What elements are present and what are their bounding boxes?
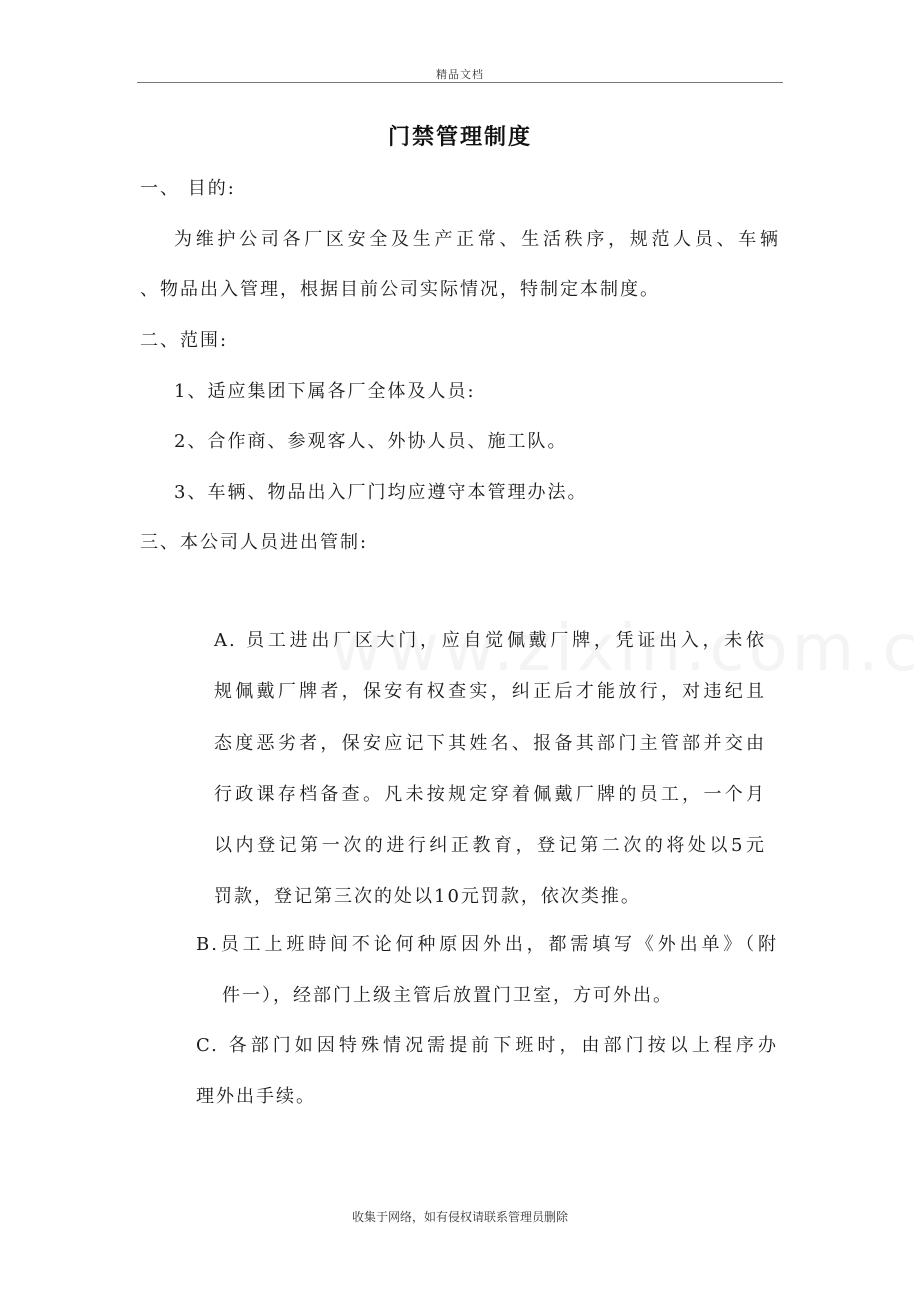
section-1-paragraph-line-1: 为维护公司各厂区安全及生产正常、生活秩序，规范人员、车辆	[174, 229, 780, 250]
clause-a-line-6: 罚款，登记第三次的处以10元罚款，依次类推。	[214, 886, 641, 907]
page-footer: 收集于网络，如有侵权请联系管理员删除	[351, 1210, 568, 1224]
section-1-heading: 一、 目的:	[140, 178, 236, 199]
header-divider	[137, 82, 783, 83]
clause-c-line-2: 理外出手续。	[196, 1086, 316, 1107]
section-1-paragraph-line-2: 、物品出入管理，根据目前公司实际情况，特制定本制度。	[140, 279, 660, 300]
clause-a-line-3: 态度恶劣者，保安应记下其姓名、报备其部门主管部并交由	[214, 733, 766, 754]
clause-b-line-2: 件一），经部门上级主管后放置门卫室，方可外出。	[222, 985, 673, 1006]
section-3-heading: 三、本公司人员进出管制:	[140, 532, 369, 553]
page-header: 精品文档	[436, 68, 484, 81]
clause-c-line-1: C. 各部门如因特殊情况需提前下班时，由部门按以上程序办	[196, 1035, 778, 1056]
clause-a-line-2: 规佩戴厂牌者，保安有权查实，纠正后才能放行，对违纪且	[214, 681, 766, 702]
section-2-item-3: 3、车辆、物品出入厂门均应遵守本管理办法。	[174, 482, 588, 503]
section-2-heading: 二、范围:	[140, 330, 229, 351]
clause-a-line-4: 行政课存档备查。凡未按规定穿着佩戴厂牌的员工，一个月	[214, 784, 766, 805]
document-title: 门禁管理制度	[387, 125, 532, 150]
clause-a-line-5: 以内登记第一次的进行纠正教育，登记第二次的将处以5元	[214, 835, 766, 856]
section-2-item-2: 2、合作商、参观客人、外协人员、施工队。	[174, 431, 568, 452]
section-2-item-1: 1、适应集团下属各厂全体及人员:	[174, 381, 476, 402]
clause-b-line-1: B.员工上班時间不论何种原因外出，都需填写《外出单》（附	[196, 934, 778, 955]
clause-a-line-1: A. 员工进出厂区大门，应自觉佩戴厂牌，凭证出入，未依	[214, 630, 766, 651]
